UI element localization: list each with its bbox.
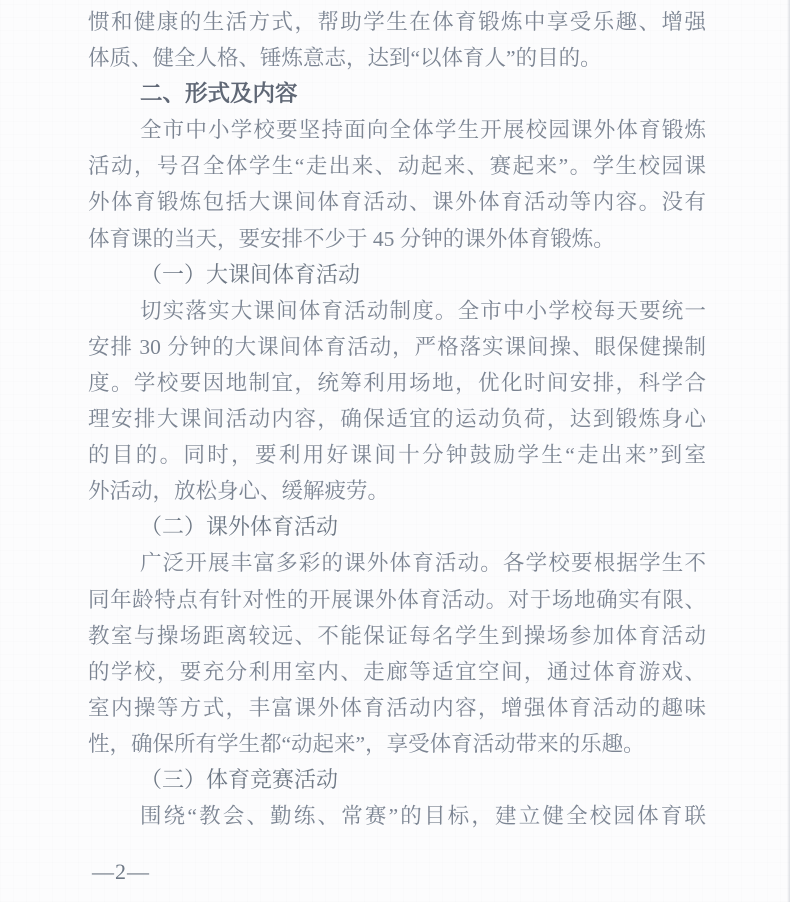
subsection-heading: （三）体育竞赛活动: [140, 766, 339, 792]
text-line: 体育课的当天，要安排不少于 45 分钟的课外体育锻炼。: [88, 226, 615, 251]
text-line: 理安排大课间活动内容，确保适宜的运动负荷，达到锻炼身心: [88, 407, 706, 432]
text-line: 外体育锻炼包括大课间体育活动、课外体育活动等内容。没有: [88, 190, 706, 215]
text-line: 切实落实大课间体育活动制度。全市中小学校每天要统一: [140, 298, 706, 323]
text-line: 广泛开展丰富多彩的课外体育活动。各学校要根据学生不: [140, 551, 706, 576]
page-number: —2—: [92, 859, 150, 884]
text-line: 室内操等方式，丰富课外体育活动内容，增强体育活动的趣味: [88, 695, 706, 720]
text-line: 的目的。同时，要利用好课间十分钟鼓励学生“走出来”到室: [88, 443, 706, 468]
subsection-heading: （一）大课间体育活动: [140, 261, 361, 287]
text-line: 全市中小学校要坚持面向全体学生开展校园课外体育锻炼: [140, 118, 706, 143]
text-line: 安排 30 分钟的大课间体育活动，严格落实课间操、眼保健操制: [88, 334, 706, 359]
text-line: 性，确保所有学生都“动起来”，享受体育活动带来的乐趣。: [88, 731, 645, 756]
text-line: 体质、健全人格、锤炼意志，达到“以体育人”的目的。: [88, 46, 602, 71]
text-line: 围绕“教会、勤练、常赛”的目标，建立健全校园体育联: [140, 804, 706, 829]
text-line: 活动，号召全体学生“走出来、动起来、赛起来”。学生校园课: [88, 154, 706, 179]
text-line: 教室与操场距离较远、不能保证每名学生到操场参加体育活动: [88, 623, 706, 648]
subsection-heading: （二）课外体育活动: [140, 514, 339, 540]
text-line: 度。学校要因地制宜，统筹利用场地，优化时间安排，科学合: [88, 370, 706, 395]
text-line: 同年龄特点有针对性的开展课外体育活动。对于场地确实有限、: [88, 587, 706, 612]
document-text: [88, 4, 706, 834]
text-line: 的学校，要充分利用室内、走廊等适宜空间，通过体育游戏、: [88, 659, 706, 684]
text-line: 外活动，放松身心、缓解疲劳。: [88, 479, 390, 504]
section-heading: 二、形式及内容: [140, 81, 298, 107]
text-line: 惯和健康的生活方式，帮助学生在体育锻炼中享受乐趣、增强: [88, 10, 706, 34]
